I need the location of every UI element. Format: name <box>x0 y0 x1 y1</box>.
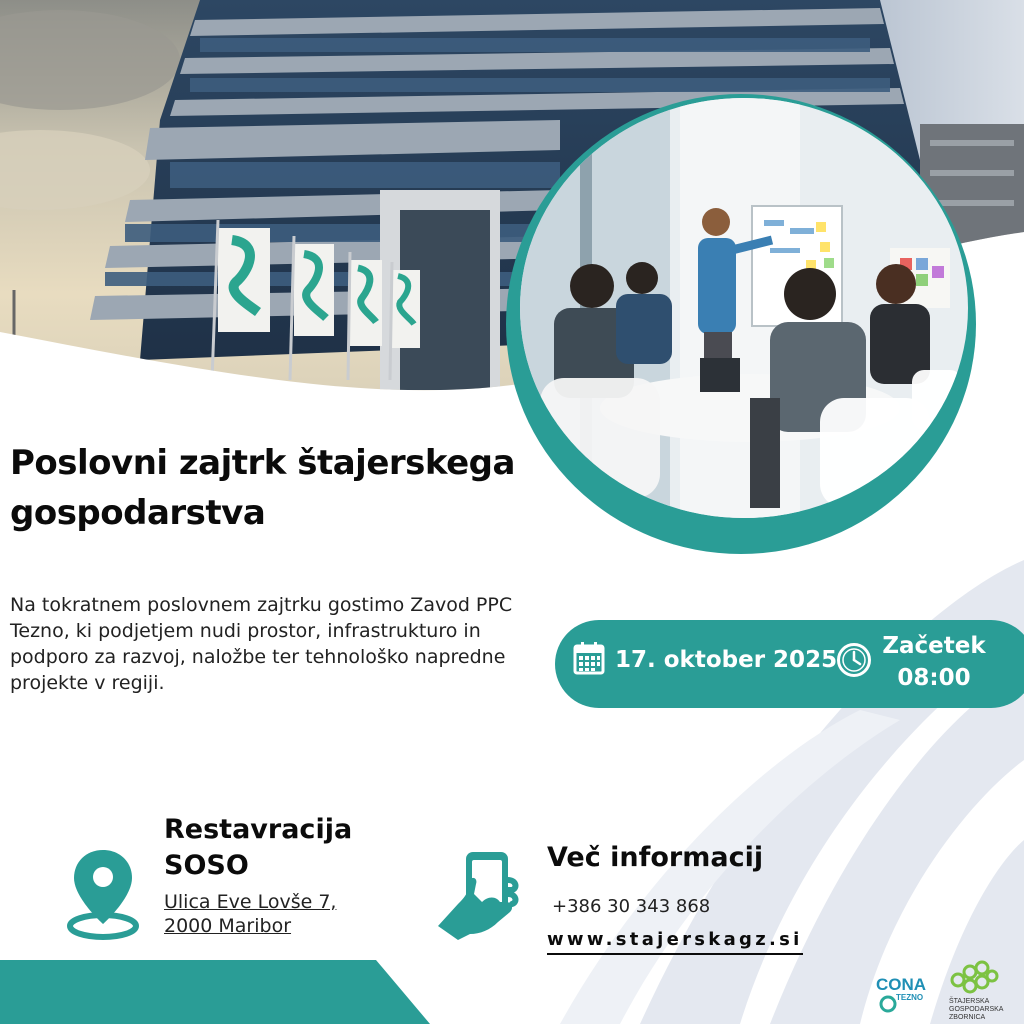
cona-logo-text: CONA <box>876 975 927 994</box>
phone-number[interactable]: +386 30 343 868 <box>552 896 711 917</box>
clock-icon <box>836 642 872 678</box>
cona-logo-sub: TEZNO <box>896 993 924 1002</box>
meeting-photo <box>520 98 968 518</box>
event-date: 17. oktober 2025 <box>615 647 838 673</box>
more-info-title: Več informacij <box>547 842 764 873</box>
hand-phone-icon <box>436 846 528 942</box>
venue-name: Restavracija SOSO <box>164 814 353 881</box>
start-time-block <box>872 630 996 694</box>
start-time: 08:00 <box>897 665 971 691</box>
website-link[interactable]: www.stajerskagz.si <box>547 927 803 955</box>
event-title: Poslovni zajtrk štajerskega gospodarstva <box>10 443 515 533</box>
sgz-logo-text: ŠTAJERSKA GOSPODARSKA ZBORNICA <box>949 998 1004 1021</box>
calendar-icon <box>573 641 605 675</box>
location-pin-icon <box>66 846 140 942</box>
start-label: Začetek <box>882 633 986 659</box>
venue-address[interactable]: Ulica Eve Lovše 7, 2000 Maribor <box>164 891 337 937</box>
event-description: Na tokratnem poslovnem zajtrku gostimo Zavod PPC Tezno, ki podjetjem nudi prostor, infrastrukturo in podporo za razvoj, naložbe ter tehnološko napredne projekte v regiji. <box>10 594 513 694</box>
sgz-logo <box>948 958 1000 998</box>
